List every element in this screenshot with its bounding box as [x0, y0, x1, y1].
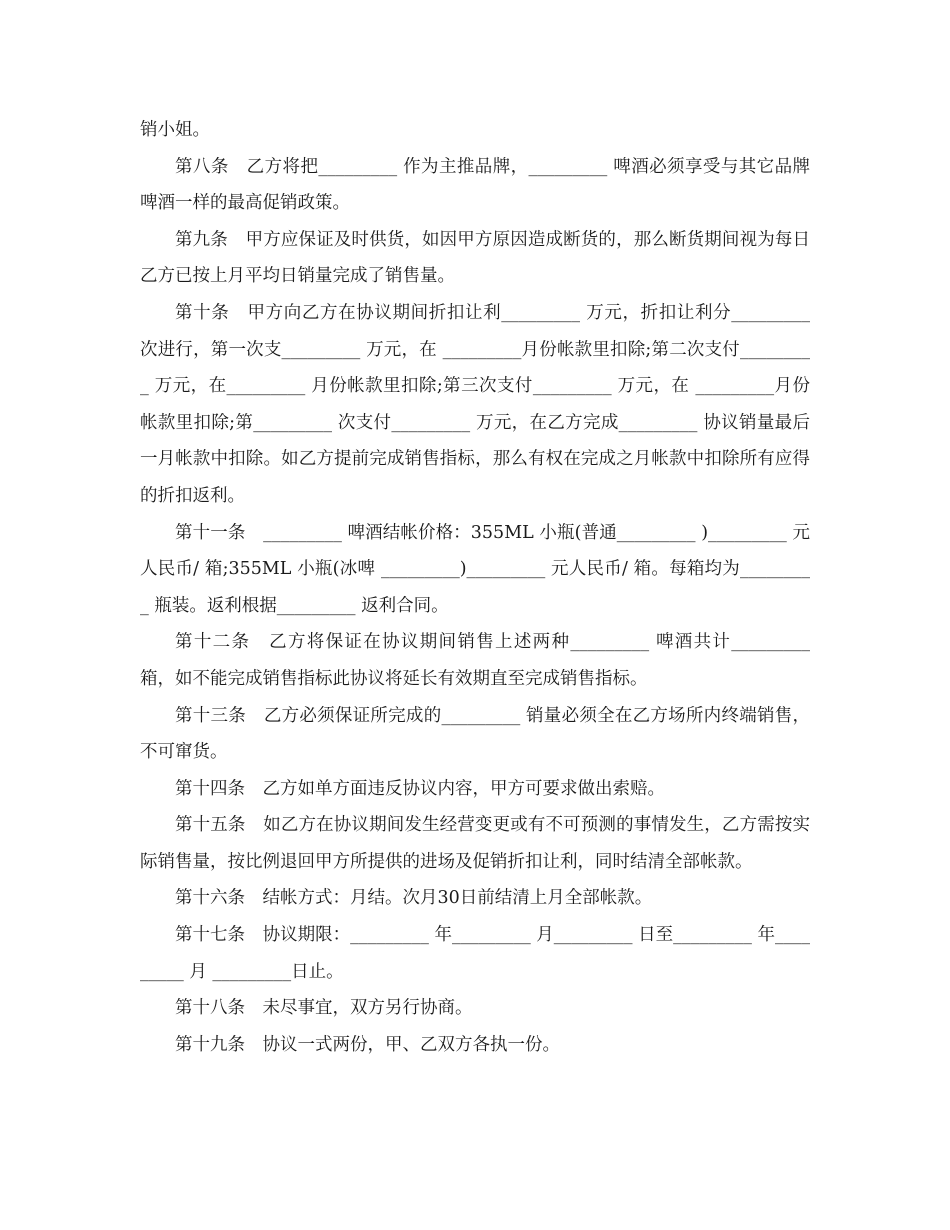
article-17: 第十七条 协议期限：_________ 年_________ 月_________ 日至_________ 年_________ 月 _________日止。	[140, 925, 810, 982]
paragraph-continuation: 销小姐。	[140, 120, 210, 140]
article-10: 第十条 甲方向乙方在协议期间折扣让利_________ 万元，折扣让利分_________ 次进行，第一次支_________ 万元，在 _________月份帐款里扣除;第二次支付_________ 万元，在_________ 月份帐款里扣除;第三次支付_________ 万元，在 _________月份帐款里扣除;第_________ 次支付_________ 万元，在乙方完成_________ 协议销量最后一月帐款中扣除。如乙方提前完成销售指标，那么有权在完成之月帐款中扣除所有应得的折扣返利。	[140, 302, 810, 506]
document-body	[140, 112, 810, 1063]
article-16: 第十六条 结帐方式：月结。次月30日前结清上月全部帐款。	[175, 888, 653, 909]
article-15: 第十五条 如乙方在协议期间发生经营变更或有不可预测的事情发生，乙方需按实际销售量，按比例退回甲方所提供的进场及促销折扣让利，同时结清全部帐款。	[140, 815, 810, 872]
article-12: 第十二条 乙方将保证在协议期间销售上述两种_________ 啤酒共计_________ 箱，如不能完成销售指标此协议将延长有效期直至完成销售指标。	[140, 632, 810, 689]
article-18: 第十八条 未尽事宜，双方另行协商。	[175, 998, 473, 1019]
article-8: 第八条 乙方将把_________ 作为主推品牌，_________ 啤酒必须享受与其它品牌啤酒一样的最高促销政策。	[140, 156, 810, 214]
article-14: 第十四条 乙方如单方面违反协议内容，甲方可要求做出索赔。	[175, 778, 665, 799]
article-9: 第九条 甲方应保证及时供货，如因甲方原因造成断货的，那么断货期间视为每日乙方已按上月平均日销量完成了销售量。	[140, 229, 810, 287]
article-11: 第十一条 _________ 啤酒结帐价格：355ML 小瓶(普通_________ )_________ 元人民币/ 箱;355ML 小瓶(冰啤 _________)_________ 元人民币/ 箱。每箱均为_________ 瓶装。返利根据_________ 返利合同。	[140, 522, 810, 616]
article-13: 第十三条 乙方必须保证所完成的_________ 销量必须全在乙方场所内终端销售，不可窜货。	[140, 705, 810, 763]
article-19: 第十九条 协议一式两份，甲、乙双方各执一份。	[175, 1034, 560, 1055]
